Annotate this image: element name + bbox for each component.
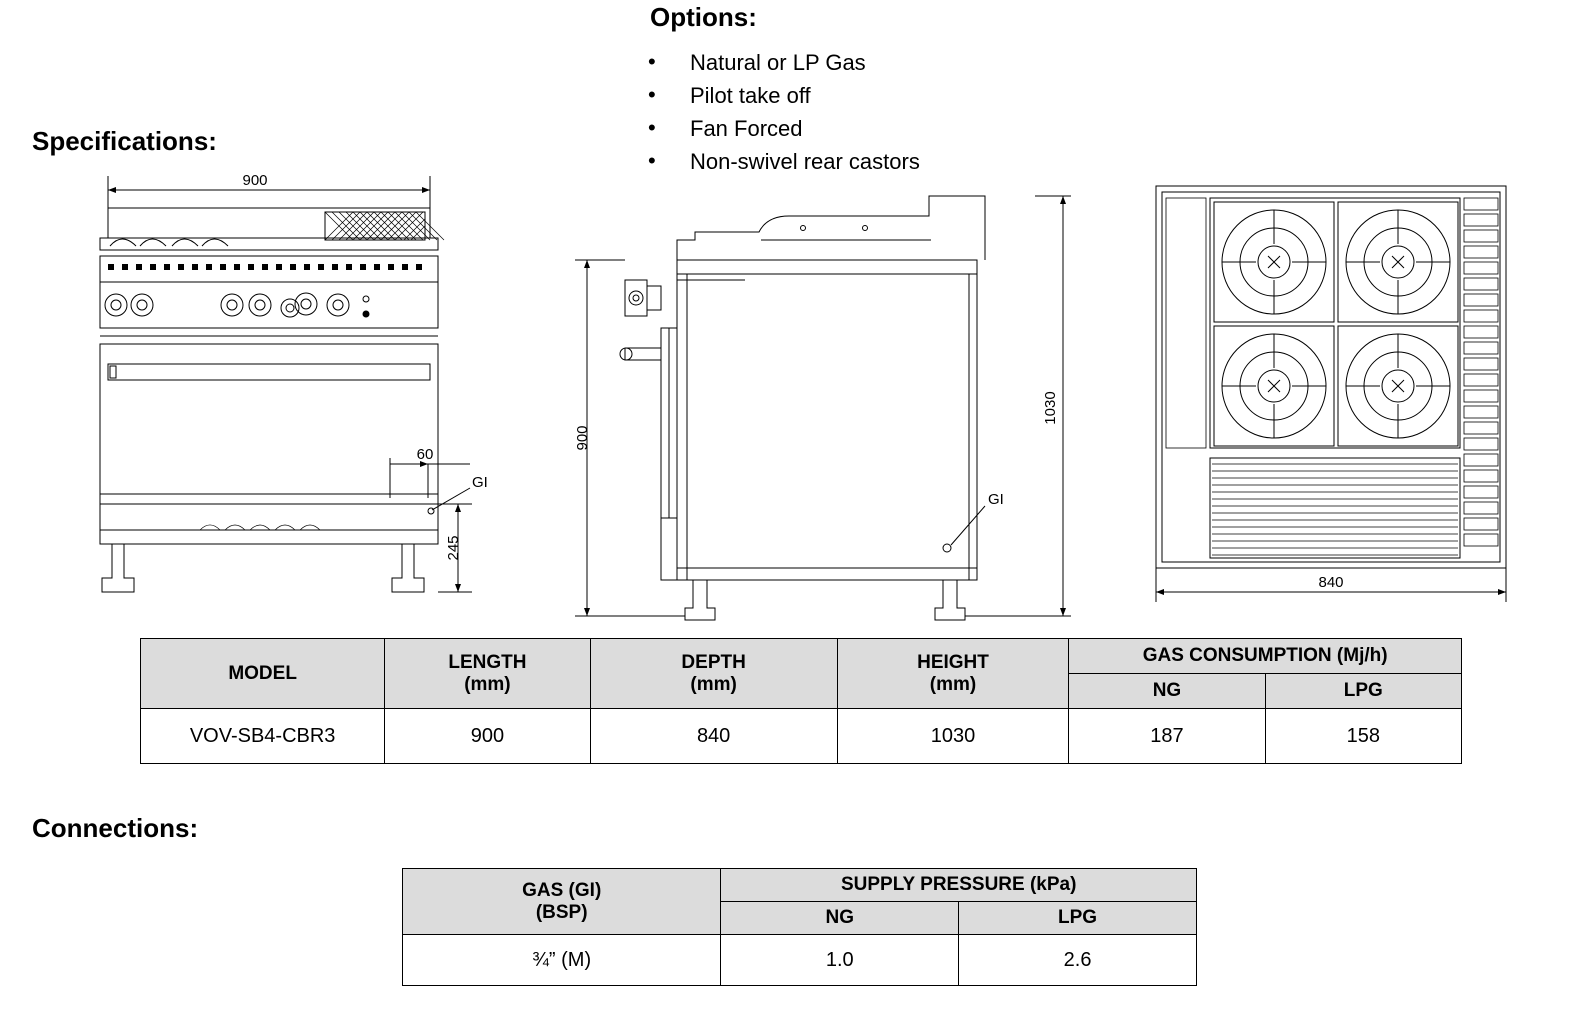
front-gi-label: GI	[472, 474, 488, 491]
table-row	[403, 935, 1197, 986]
header-gas-line1: GAS (GI)	[522, 879, 602, 901]
header-lpg: LPG	[959, 902, 1197, 935]
header-ng: NG	[721, 902, 959, 935]
top-view-drawing	[1140, 178, 1540, 633]
option-item: • Pilot take off	[648, 79, 920, 112]
header-gas-line2: (BSP)	[535, 901, 588, 923]
table-header-row	[403, 869, 1197, 902]
cell-length: 900	[385, 709, 590, 764]
front-dim-60-label: 60	[416, 446, 434, 463]
options-heading: Options:	[650, 2, 757, 32]
cell-ng: 187	[1069, 709, 1265, 764]
specifications-heading: Specifications:	[32, 126, 217, 156]
header-depth-line1: DEPTH	[681, 651, 746, 673]
table-header-row	[141, 639, 1462, 674]
header-gas	[403, 869, 721, 935]
option-item: • Natural or LP Gas	[648, 46, 920, 79]
header-height	[837, 639, 1069, 709]
cell-height: 1030	[837, 709, 1069, 764]
specifications-table	[140, 638, 1462, 764]
front-width-dim-label: 900	[242, 172, 268, 189]
header-height-line1: HEIGHT	[917, 651, 989, 673]
header-depth	[590, 639, 837, 709]
cell-gas: ¾” (M)	[403, 935, 721, 986]
header-ng: NG	[1069, 674, 1265, 709]
header-length-line2: (mm)	[464, 673, 511, 695]
option-item: • Fan Forced	[648, 112, 920, 145]
header-depth-line2: (mm)	[690, 673, 737, 695]
top-depth-dim-label: 840	[1318, 574, 1344, 591]
header-height-line2: (mm)	[929, 673, 977, 695]
cell-ng: 1.0	[721, 935, 959, 986]
connections-heading: Connections:	[32, 813, 199, 843]
header-length	[385, 639, 590, 709]
cell-depth: 840	[590, 709, 837, 764]
front-dim-245-label: 245	[445, 535, 462, 561]
side-view-drawing	[565, 188, 1085, 633]
header-length-line1: LENGTH	[448, 651, 527, 673]
cell-model: VOV-SB4-CBR3	[141, 709, 385, 764]
side-gi-label: GI	[988, 491, 1004, 508]
side-height-left-dim-label: 900	[574, 425, 591, 451]
cell-lpg: 158	[1265, 709, 1461, 764]
header-supply-pressure: SUPPLY PRESSURE (kPa)	[721, 869, 1197, 902]
cell-lpg: 2.6	[959, 935, 1197, 986]
front-view-drawing	[80, 168, 500, 633]
header-model: MODEL	[141, 639, 385, 709]
options-list	[648, 46, 920, 178]
header-gas-consumption: GAS CONSUMPTION (Mj/h)	[1069, 639, 1462, 674]
table-row	[141, 709, 1462, 764]
connections-table	[402, 868, 1197, 986]
option-item: • Non-swivel rear castors	[648, 145, 920, 178]
header-lpg: LPG	[1265, 674, 1461, 709]
side-height-right-dim-label: 1030	[1042, 391, 1059, 425]
